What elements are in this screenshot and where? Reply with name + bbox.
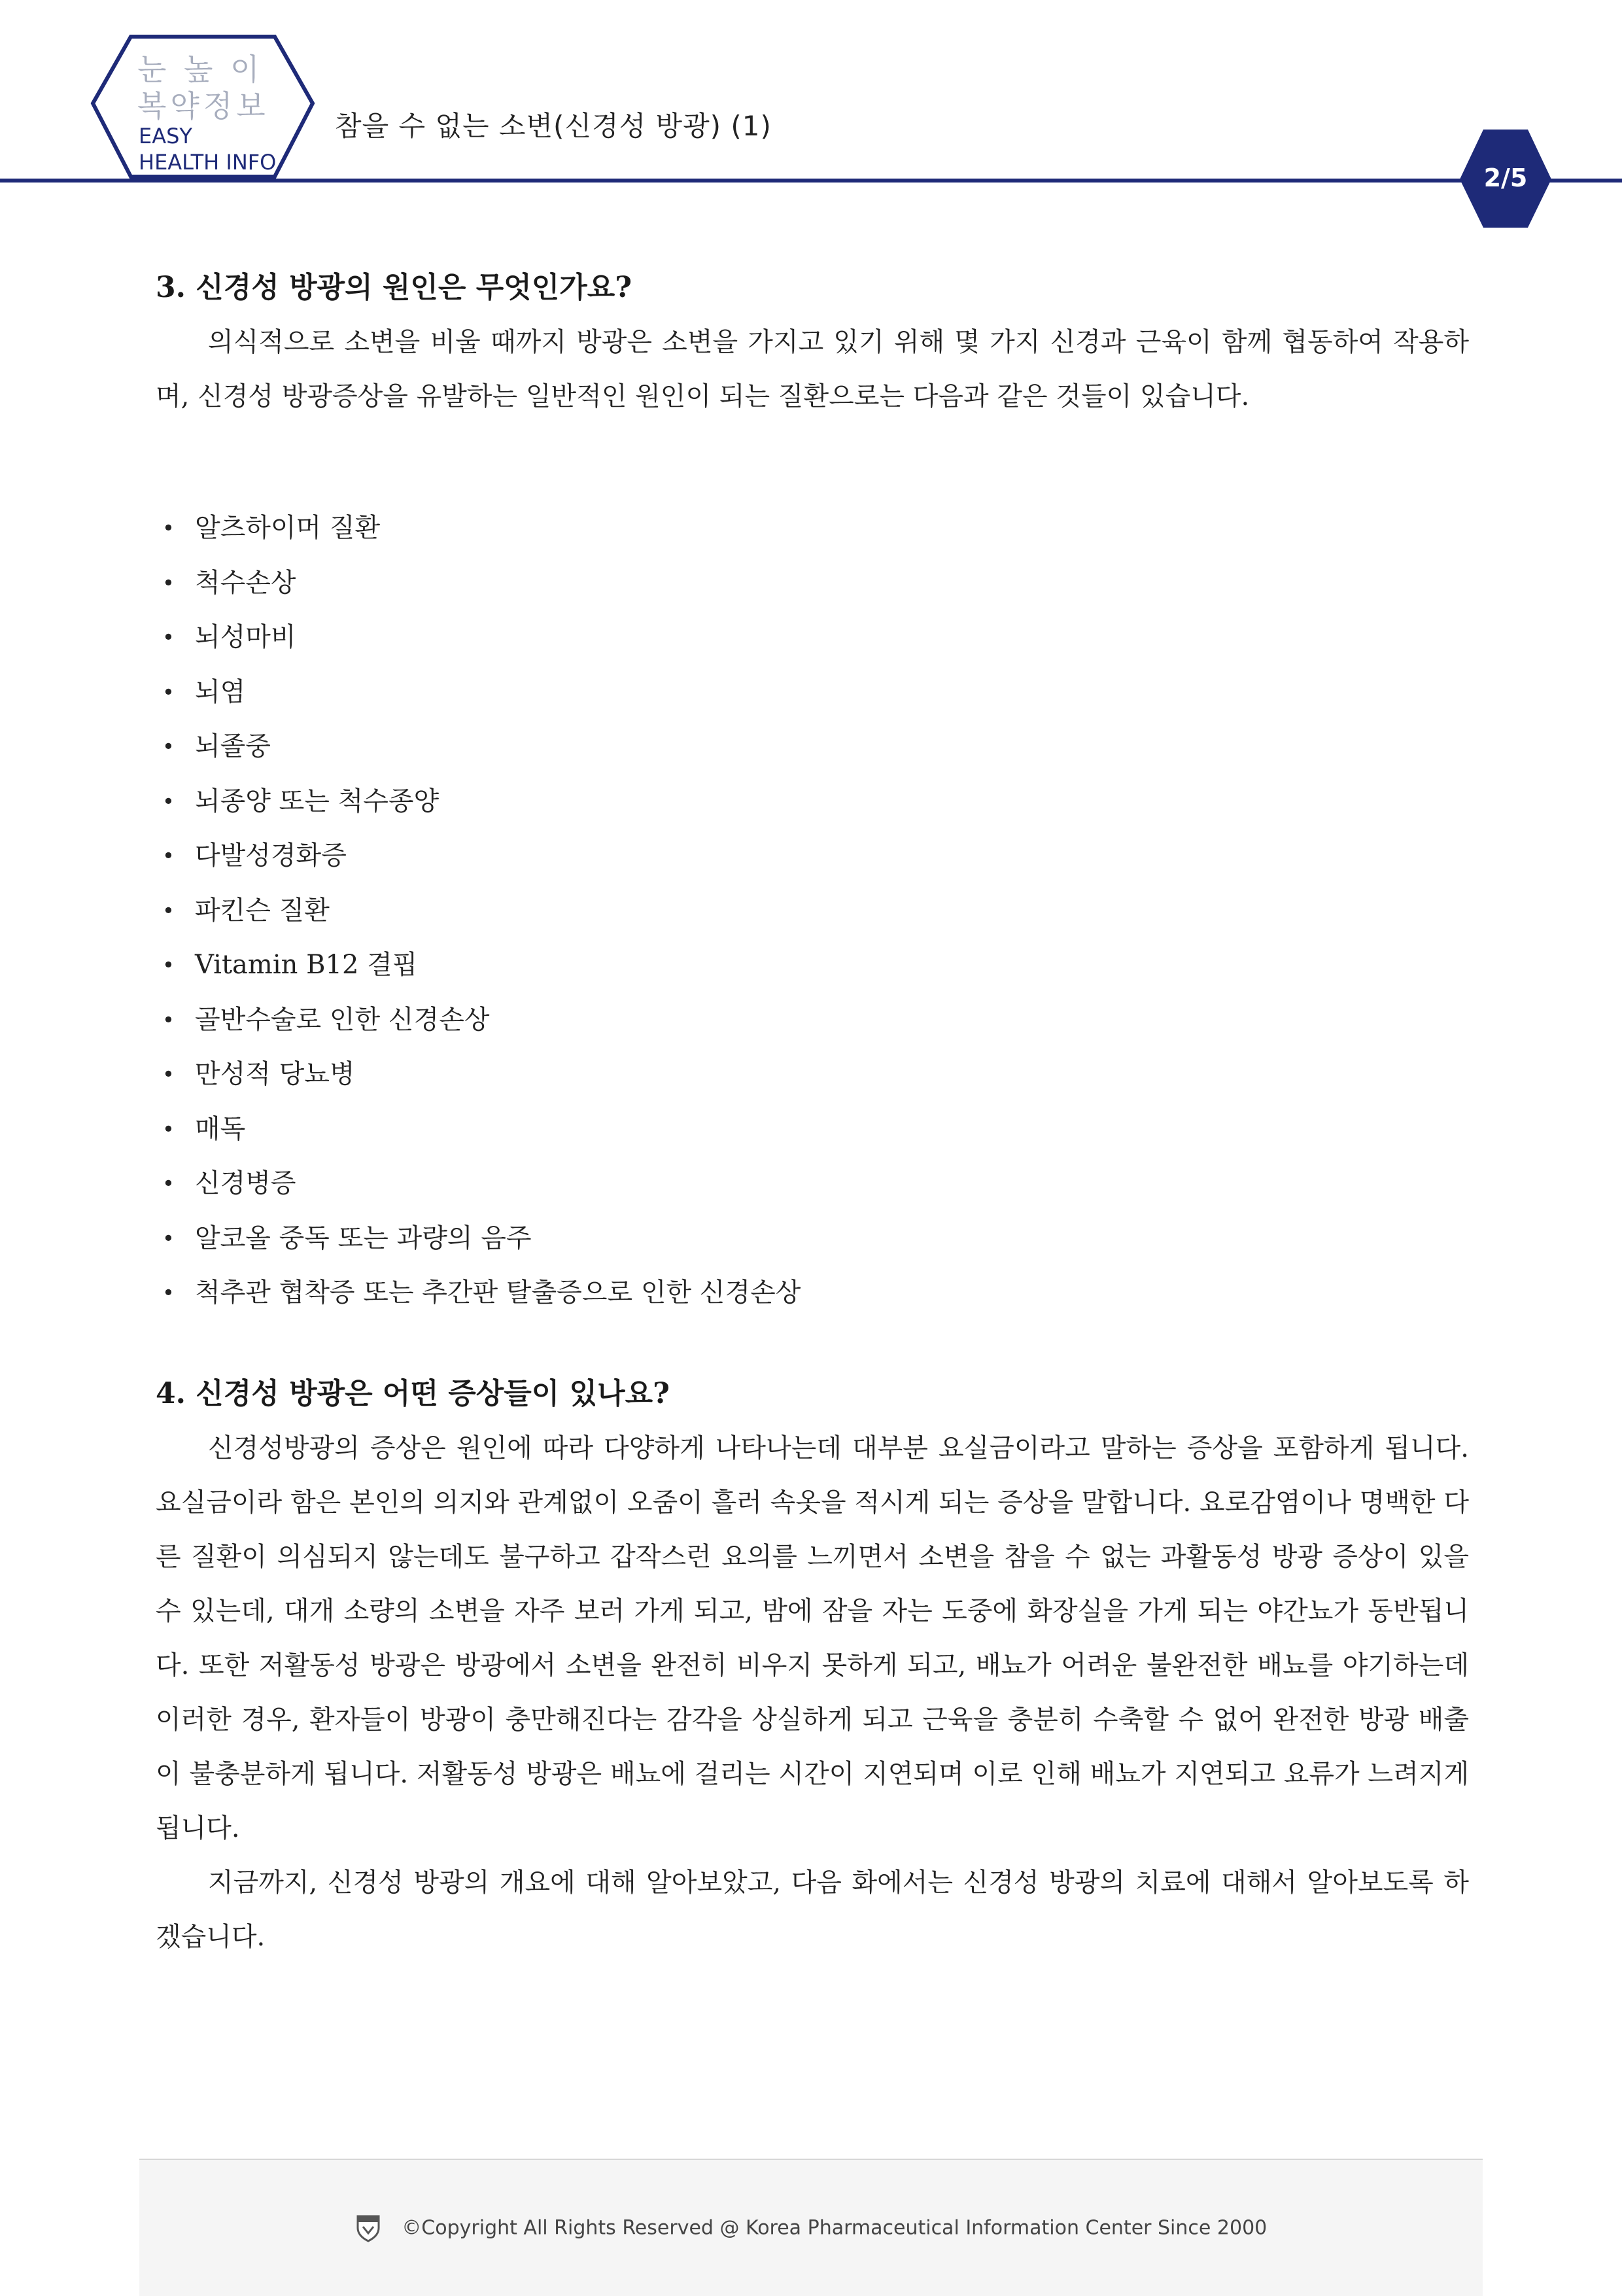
page-header [0,0,1622,235]
list-item: • 매독 [156,1102,1469,1157]
closing-paragraph: 지금까지, 신경성 방광의 개요에 대해 알아보았고, 다음 화에서는 신경성 방광의 치료에 대해서 알아보도록 하겠습니다. [156,1867,1469,1952]
page-indicator: 2/5 [1483,164,1528,192]
section3-paragraph: 의식적으로 소변을 비울 때까지 방광은 소변을 가지고 있기 위해 몇 가지 신경과 근육이 함께 협동하여 작용하며, 신경성 방광증상을 유발하는 일반적인 원인이 되는 질환으로는 다음과 같은 것들이 있습니다. [156,327,1469,411]
document-title: 참을 수 없는 소변(신경성 방광) (1) [335,110,772,142]
list-item: • 파킨슨 질환 [156,884,1469,939]
list-item: • 척수손상 [156,556,1469,611]
list-item: • 골반수술로 인한 신경손상 [156,993,1469,1048]
list-item: • 뇌성마비 [156,610,1469,665]
list-item: • 알츠하이머 질환 [156,501,1469,556]
list-item: • 척추관 협착증 또는 추간판 탈출증으로 인한 신경손상 [156,1266,1469,1321]
section4-paragraph: 신경성방광의 증상은 원인에 따라 다양하게 나타나는데 대부분 요실금이라고 말하는 증상을 포함하게 됩니다. 요실금이라 함은 본인의 의지와 관계없이 오줌이 흘러 속옷을 적시게 되는 증상을 말합니다. 요로감염이나 명백한 다른 질환이 의심되지 않는데도 불구하고 갑작스런 요의를 느끼면서 소변을 참을 수 없는 과활동성 방광 증상이 있을 수 있는데, 대개 소량의 소변을 자주 보러 가게 되고, 밤에 잠을 자는 도중에 화장실을 가게 되는 야간뇨가 동반됩니다. 또한 저활동성 방광은 방광에서 소변을 완전히 비우지 못하게 되고, 배뇨가 어려운 불완전한 배뇨를 야기하는데 이러한 경우, 환자들이 방광이 충만해진다는 감각을 상실하게 되고 근육을 충분히 수축할 수 없어 완전한 방광 배출이 불충분하게 됩니다. 저활동성 방광은 배뇨에 걸리는 시간이 지연되며 이로 인해 배뇨가 지연되고 요류가 느려지게 됩니다. [156,1433,1469,1843]
page-footer [139,2159,1483,2296]
logo-english-line2: HEALTH INFO [139,150,277,175]
list-item: • Vitamin B12 결핍 [156,938,1469,993]
logo-korean-line1: 눈 높 이 [137,52,264,87]
logo-english-line1: EASY [139,124,192,148]
section4-heading: 4. 신경성 방광은 어떤 증상들이 있나요? [156,1376,670,1410]
crest-icon [355,2214,381,2242]
list-item: • 신경병증 [156,1157,1469,1211]
logo-english [139,123,276,175]
list-item: • 뇌종양 또는 척수종양 [156,774,1469,829]
copyright-text: ©Copyright All Rights Reserved @ Korea Pharmaceutical Information Center Since 2000 [402,2216,1268,2240]
list-item: • 알코올 중독 또는 과량의 음주 [156,1211,1469,1266]
section3-heading: 3. 신경성 방광의 원인은 무엇인가요? [156,271,632,304]
logo-korean [137,51,269,124]
list-item: • 다발성경화증 [156,829,1469,884]
footer-content [139,2214,1483,2242]
list-item: • 뇌졸중 [156,720,1469,774]
list-item: • 만성적 당뇨병 [156,1047,1469,1102]
causes-list [156,501,1469,1321]
list-item: • 뇌염 [156,665,1469,720]
logo-korean-line2: 복약정보 [137,88,269,124]
document-body [156,260,1469,1964]
